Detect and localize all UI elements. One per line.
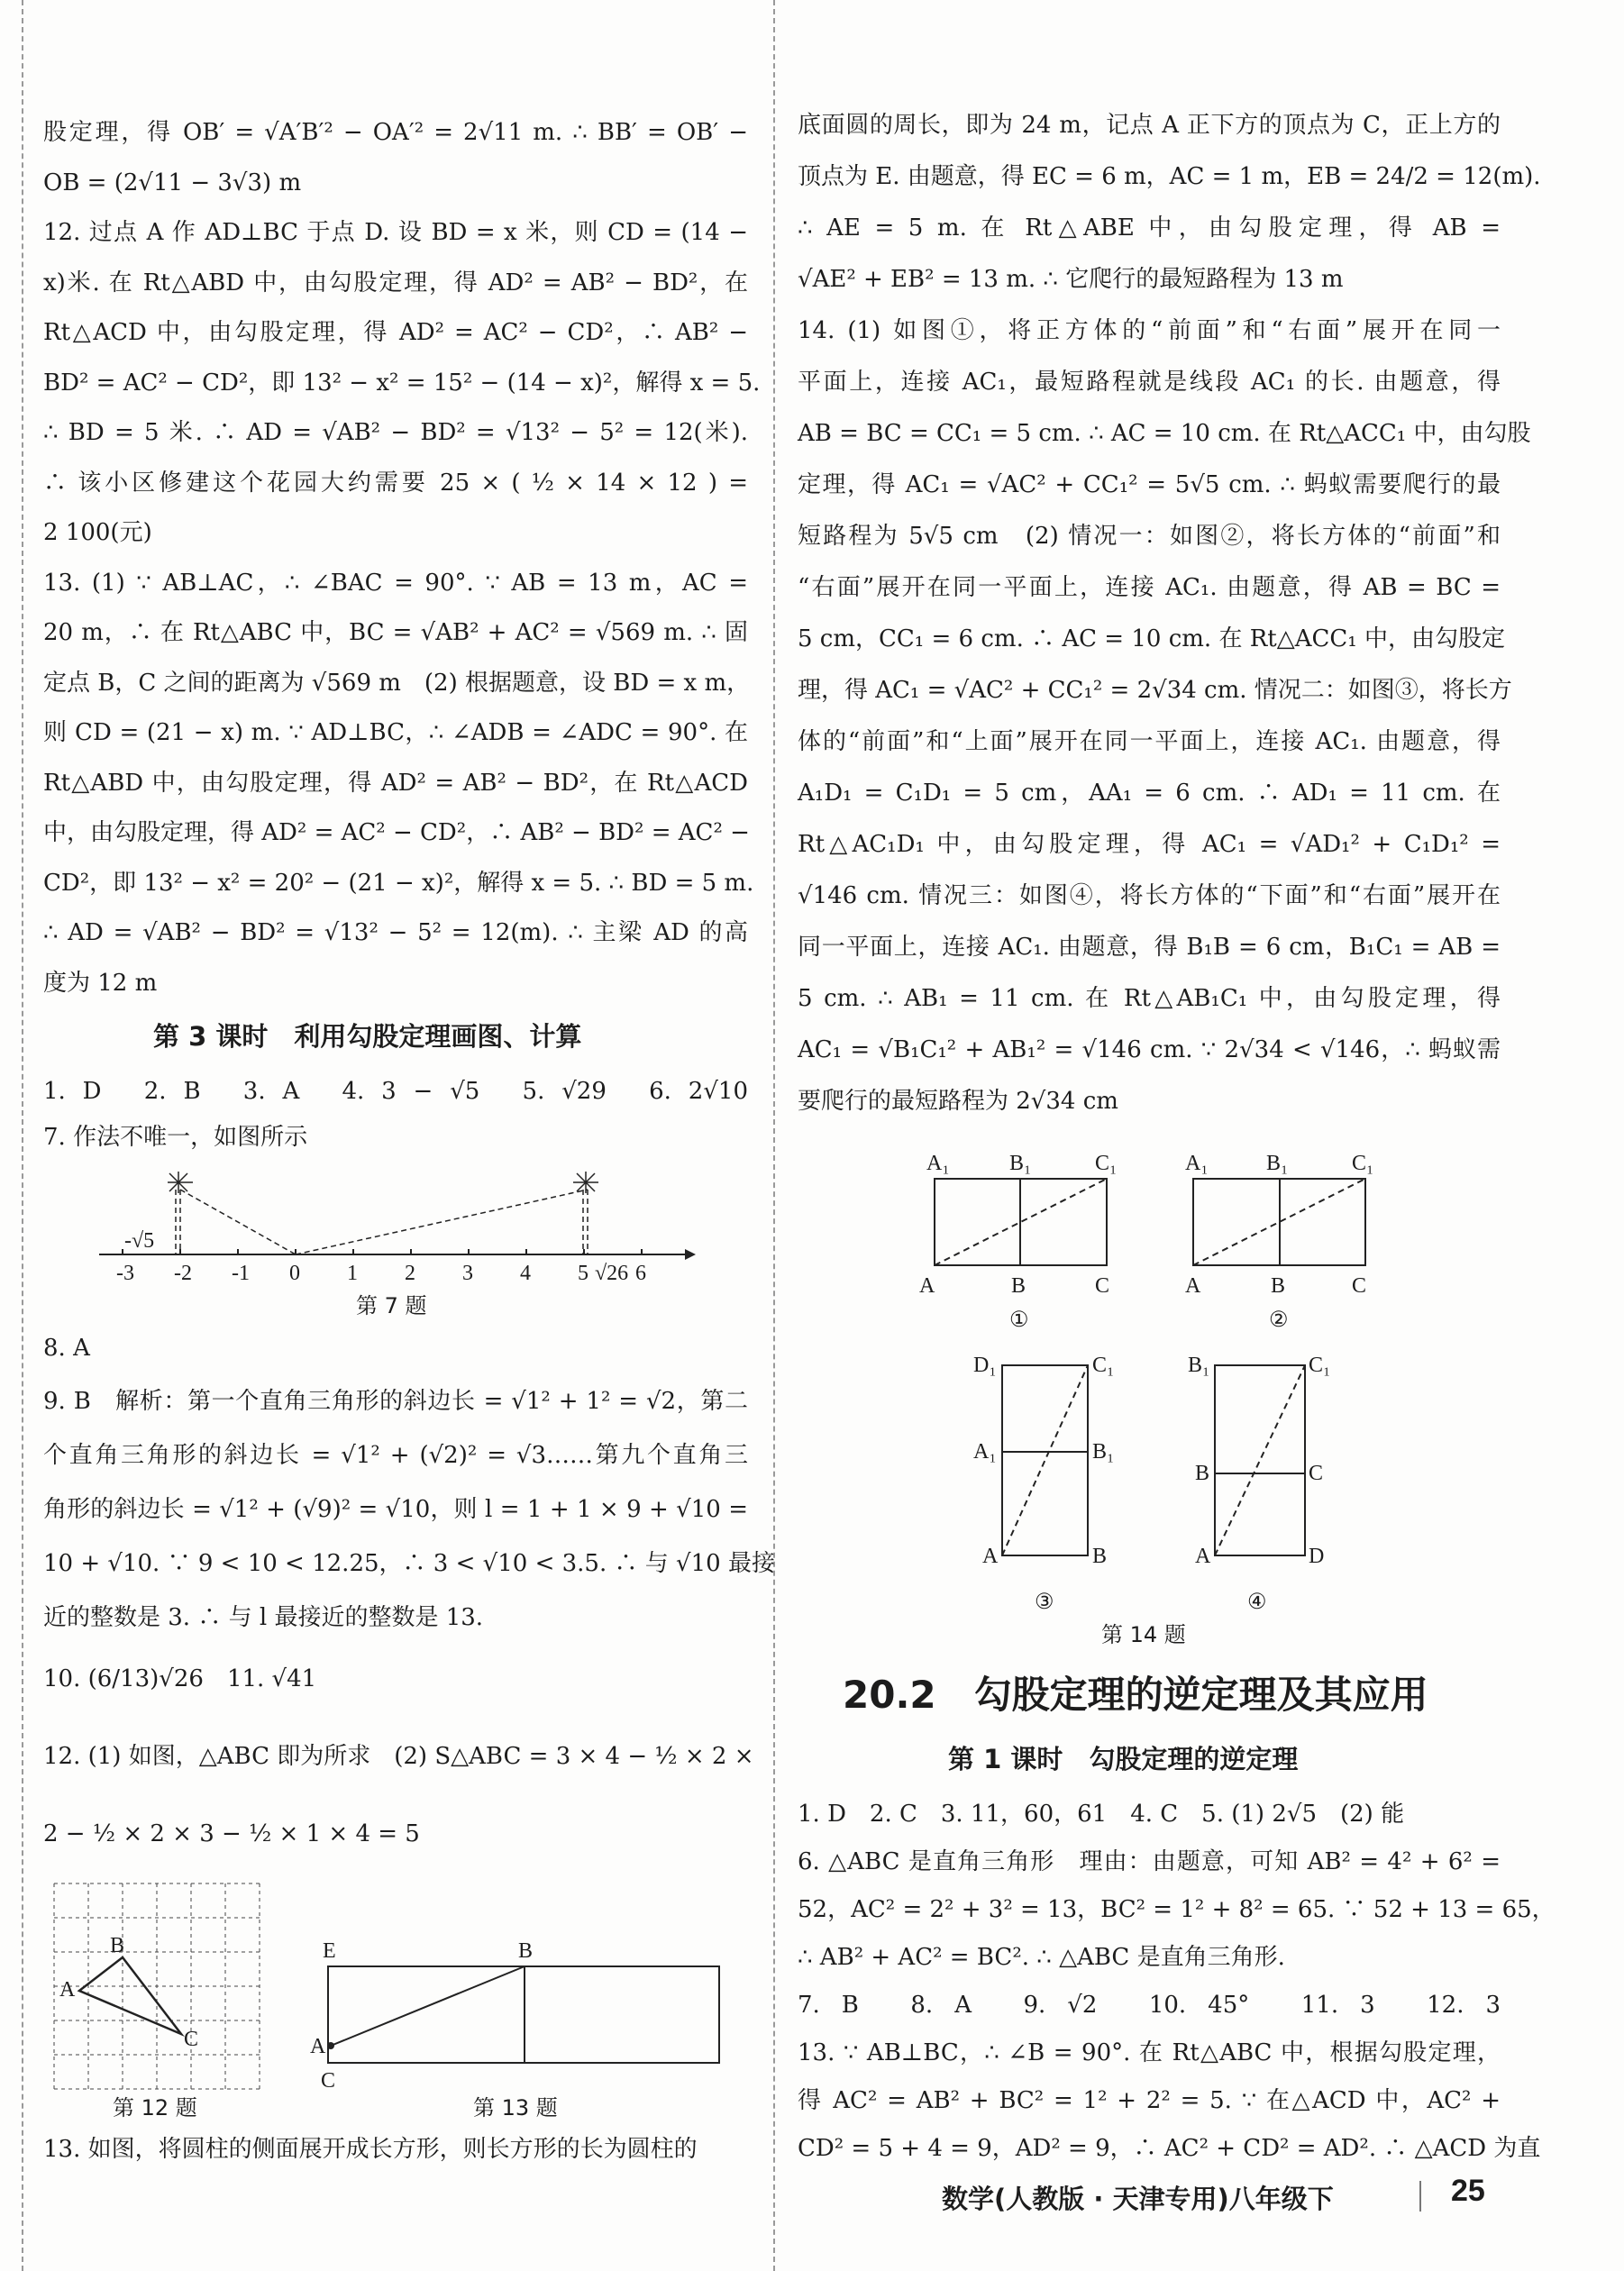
label-sqrt26: √26 [595, 1262, 629, 1285]
text-line: 5 cm，CC₁ = 6 cm. ∴ AC = 10 cm. 在 Rt△ACC₁ 中，由勾股定 [798, 625, 1505, 652]
footer-book-title: 数学(人教版 · 天津专用)八年级下 [942, 2184, 1334, 2214]
text-line: “右面”展开在同一平面上，连接 AC₁. 由题意，得 AB = BC = [798, 574, 1501, 601]
figure-label: B [1271, 1274, 1286, 1298]
diagram-3 [973, 1354, 1114, 1614]
text-line: 理，得 AC₁ = √AC² + CC₁² = 2√34 cm. 情况二：如图③，将长方 [798, 677, 1512, 704]
text-line: ∴ AB² + AC² = BC². ∴ △ABC 是直角三角形. [798, 1944, 1285, 1971]
figure-14-caption: 第 14 题 [1101, 1622, 1186, 1647]
diagram-4 [1188, 1354, 1330, 1614]
text-line: 平面上，连接 AC₁，最短路程就是线段 AC₁ 的长. 由题意，得 [798, 369, 1501, 396]
text-line: ∴ AE = 5 m. 在 Rt△ABE 中，由勾股定理，得 AB = [798, 214, 1501, 242]
figure-14-diagrams [919, 1152, 1373, 1647]
point-label: B [518, 1939, 534, 1963]
label-neg-sqrt5: -√5 [124, 1229, 155, 1253]
text-line: 6. △ABC 是直角三角形 理由：由题意，可知 AB² = 4² + 6² = [798, 1848, 1501, 1875]
text-line: 顶点为 E. 由题意，得 EC = 6 m，AC = 1 m，EB = 24/2 = 12(m). [798, 163, 1541, 190]
tick-label: 1 [347, 1262, 358, 1285]
text-line: 个直角三角形的斜边长 = √1² + (√2)² = √3……第九个直角三 [43, 1442, 748, 1469]
text-line: BD² = AC² − CD²，即 13² − x² = 15² − (14 − x)²，解得 x = 5. [43, 369, 761, 397]
tick-label: -2 [174, 1262, 192, 1285]
figure-12-grid [54, 1883, 260, 2121]
point-label: C [184, 2028, 199, 2051]
text-line: A₁D₁ = C₁D₁ = 5 cm，AA₁ = 6 cm. ∴ AD₁ = 11 cm. 在 [798, 780, 1501, 807]
text-line: 13. ∵ AB⊥BC，∴ ∠B = 90°. 在 Rt△ABC 中，根据勾股定理， [798, 2039, 1501, 2066]
figure-label: A₁ [973, 1440, 997, 1464]
text-line: 度为 12 m [43, 969, 158, 997]
star-mark-icon [573, 1172, 598, 1193]
figure-7-caption: 第 7 题 [356, 1293, 427, 1318]
figure-label: B [1195, 1462, 1210, 1485]
section-title-20-2: 20.2 勾股定理的逆定理及其应用 [843, 1673, 1428, 1717]
figure-label: B₁ [1092, 1440, 1115, 1464]
tick-label: 5 [578, 1262, 588, 1285]
text-line: √AE² + EB² = 13 m. ∴ 它爬行的最短路程为 13 m [798, 266, 1344, 293]
figure-label: C [1095, 1274, 1110, 1298]
figure-label: B [1092, 1545, 1108, 1568]
figure-label: ② [1269, 1309, 1289, 1332]
text-line: 9. B 解析：第一个直角三角形的斜边长 = √1² + 1² = √2，第二 [43, 1388, 748, 1415]
text-line: Rt△ABD 中，由勾股定理，得 AD² = AB² − BD²，在 Rt△ACD [43, 769, 748, 797]
tick-label: 2 [405, 1262, 415, 1285]
text-line: 角形的斜边长 = √1² + (√9)² = √10，则 l = 1 + 1 × 9 + √10 = [43, 1496, 748, 1523]
text-line: 短路程为 5√5 cm (2) 情况一：如图②，将长方体的“前面”和 [798, 523, 1501, 550]
text-line: 12. 过点 A 作 AD⊥BC 于点 D. 设 BD = x 米，则 CD = (14 − [43, 219, 748, 246]
text-line: 13. (1) ∵ AB⊥AC，∴ ∠BAC = 90°. ∵ AB = 13 m，AC = [43, 569, 748, 597]
figure-12-caption: 第 12 题 [113, 2095, 197, 2121]
text-line: 20 m，∴ 在 Rt△ABC 中，BC = √AB² + AC² = √569 m. ∴ 固 [43, 619, 748, 646]
text-line: 2 − ½ × 2 × 3 − ½ × 1 × 4 = 5 [43, 1820, 420, 1847]
text-line: 7. B 8. A 9. √2 10. 45° 11. 3 12. 3 [798, 1992, 1501, 2019]
text-line: 12. (1) 如图，△ABC 即为所求 (2) S△ABC = 3 × 4 − ½ × 2 × [43, 1743, 754, 1770]
figure-label: ① [1009, 1309, 1029, 1332]
figure-label: B₁ [1188, 1354, 1210, 1377]
figure-label: A [1195, 1545, 1211, 1568]
point-label: C [321, 2069, 336, 2093]
text-line: Rt△ACD 中，由勾股定理，得 AD² = AC² − CD²，∴ AB² − [43, 319, 748, 346]
text-line: ∴ 该小区修建这个花园大约需要 25 × ( ½ × 14 × 12 ) = [43, 469, 748, 497]
text-line: Rt△AC₁D₁ 中，由勾股定理，得 AC₁ = √AD₁² + C₁D₁² = [798, 831, 1501, 858]
text-line: 10. (6/13)√26 11. √41 [43, 1665, 317, 1692]
figure-13-rectangle [310, 1939, 719, 2121]
text-line: 2 100(元) [43, 519, 152, 546]
tick-label: 0 [289, 1262, 300, 1285]
figure-label: D₁ [973, 1354, 997, 1377]
figure-label: C₁ [1095, 1152, 1118, 1175]
text-line: 10 + √10. ∵ 9 < 10 < 12.25，∴ 3 < √10 < 3.5. ∴ 与 √10 最接 [43, 1550, 775, 1577]
figure-label: B₁ [1009, 1152, 1032, 1175]
page-number: 25 [1451, 2174, 1485, 2208]
text-line: 同一平面上，连接 AC₁. 由题意，得 B₁B = 6 cm，B₁C₁ = AB = [798, 934, 1501, 961]
tick-label: -1 [232, 1262, 250, 1285]
text-line: 体的“前面”和“上面”展开在同一平面上，连接 AC₁. 由题意，得 [798, 728, 1501, 755]
text-line: 5 cm. ∴ AB₁ = 11 cm. 在 Rt△AB₁C₁ 中，由勾股定理，得 [798, 985, 1501, 1012]
tick-label: 4 [520, 1262, 531, 1285]
text-line: √146 cm. 情况三：如图④，将长方体的“下面”和“右面”展开在 [798, 882, 1501, 909]
text-line: 8. A [43, 1335, 90, 1362]
footer-separator [1419, 2181, 1421, 2212]
text-line: 1. D 2. C 3. 11，60，61 4. C 5. (1) 2√5 (2) 能 [798, 1801, 1405, 1828]
text-line: 13. 如图，将圆柱的侧面展开成长方形，则长方形的长为圆柱的 [43, 2136, 698, 2163]
figure-label: A₁ [926, 1152, 950, 1175]
text-line: 定点 B，C 之间的距离为 √569 m (2) 根据题意，设 BD = x m， [43, 669, 751, 697]
figure-label: C [1352, 1274, 1367, 1298]
text-line: 股定理，得 OB′ = √A′B′² − OA′² = 2√11 m. ∴ BB′ = OB′ − [43, 119, 748, 146]
text-line: CD² = 5 + 4 = 9，AD² = 9，∴ AC² + CD² = AD². ∴ △ACD 为直 [798, 2135, 1541, 2162]
text-line: 则 CD = (21 − x) m. ∵ AD⊥BC，∴ ∠ADB = ∠ADC = 90°. 在 [43, 719, 748, 746]
text-line: AB = BC = CC₁ = 5 cm. ∴ AC = 10 cm. 在 Rt△ACC₁ 中，由勾股 [798, 420, 1531, 447]
text-line: 要爬行的最短路程为 2√34 cm [798, 1088, 1118, 1115]
text-line: 近的整数是 3. ∴ 与 l 最接近的整数是 13. [43, 1604, 484, 1631]
figure-label: C₁ [1352, 1152, 1374, 1175]
text-line: 1. D 2. B 3. A 4. 3 − √5 5. √29 6. 2√10 [43, 1078, 748, 1105]
figure-label: ④ [1247, 1591, 1267, 1614]
point-label: A [59, 1978, 76, 2002]
text-line: 52，AC² = 2² + 3² = 13，BC² = 1² + 8² = 65. ∵ 52 + 13 = 65， [798, 1896, 1556, 1923]
tick-label: 3 [462, 1262, 473, 1285]
figure-label: C [1309, 1462, 1324, 1485]
figure-label: A [982, 1545, 999, 1568]
figure-label: B₁ [1266, 1152, 1289, 1175]
text-line: CD²，即 13² − x² = 20² − (21 − x)²，解得 x = 5. ∴ BD = 5 m. [43, 869, 754, 897]
text-line: OB = (2√11 − 3√3) m [43, 169, 302, 196]
lesson-heading-1: 第 1 课时 勾股定理的逆定理 [948, 1744, 1299, 1774]
text-line: 中，由勾股定理，得 AD² = AC² − CD²，∴ AB² − BD² = AC² − [43, 819, 750, 846]
tick-label: 6 [635, 1262, 646, 1285]
figure-label: D [1309, 1545, 1325, 1568]
text-line: 底面圆的周长，即为 24 m，记点 A 正下方的顶点为 C，正上方的 [798, 112, 1501, 139]
figure-label: C₁ [1092, 1354, 1115, 1377]
point-label: E [323, 1939, 336, 1963]
tick-label: -3 [116, 1262, 134, 1285]
diagram-1 [919, 1152, 1117, 1332]
text-line: ∴ BD = 5 米. ∴ AD = √AB² − BD² = √13² − 5² = 12(米). [43, 419, 748, 446]
figure-7-number-line [99, 1172, 696, 1318]
figure-label: A [919, 1274, 935, 1298]
point-label: A [310, 2035, 326, 2058]
section-heading-lesson-3: 第 3 课时 利用勾股定理画图、计算 [153, 1021, 582, 1052]
text-line: ∴ AD = √AB² − BD² = √13² − 5² = 12(m). ∴ 主梁 AD 的高 [43, 919, 748, 946]
figure-label: B [1011, 1274, 1026, 1298]
text-line: 得 AC² = AB² + BC² = 1² + 2² = 5. ∵ 在△ACD 中，AC² + [798, 2087, 1501, 2114]
text-line: 7. 作法不唯一，如图所示 [43, 1124, 308, 1151]
figure-13-caption: 第 13 题 [473, 2095, 558, 2121]
point-label: B [110, 1934, 125, 1957]
text-line: 14. (1) 如图①，将正方体的“前面”和“右面”展开在同一 [798, 317, 1501, 344]
figure-label: C₁ [1309, 1354, 1331, 1377]
text-line: 定理，得 AC₁ = √AC² + CC₁² = 5√5 cm. ∴ 蚂蚁需要爬行的最 [798, 471, 1501, 498]
diagram-2 [1185, 1152, 1373, 1332]
text-line: AC₁ = √B₁C₁² + AB₁² = √146 cm. ∵ 2√34 < √146，∴ 蚂蚁需 [798, 1036, 1501, 1063]
figure-label: A [1185, 1274, 1201, 1298]
figure-label: ③ [1035, 1591, 1054, 1614]
text-line: x)米. 在 Rt△ABD 中，由勾股定理，得 AD² = AB² − BD²，在 [43, 269, 748, 296]
figure-label: A₁ [1185, 1152, 1209, 1175]
